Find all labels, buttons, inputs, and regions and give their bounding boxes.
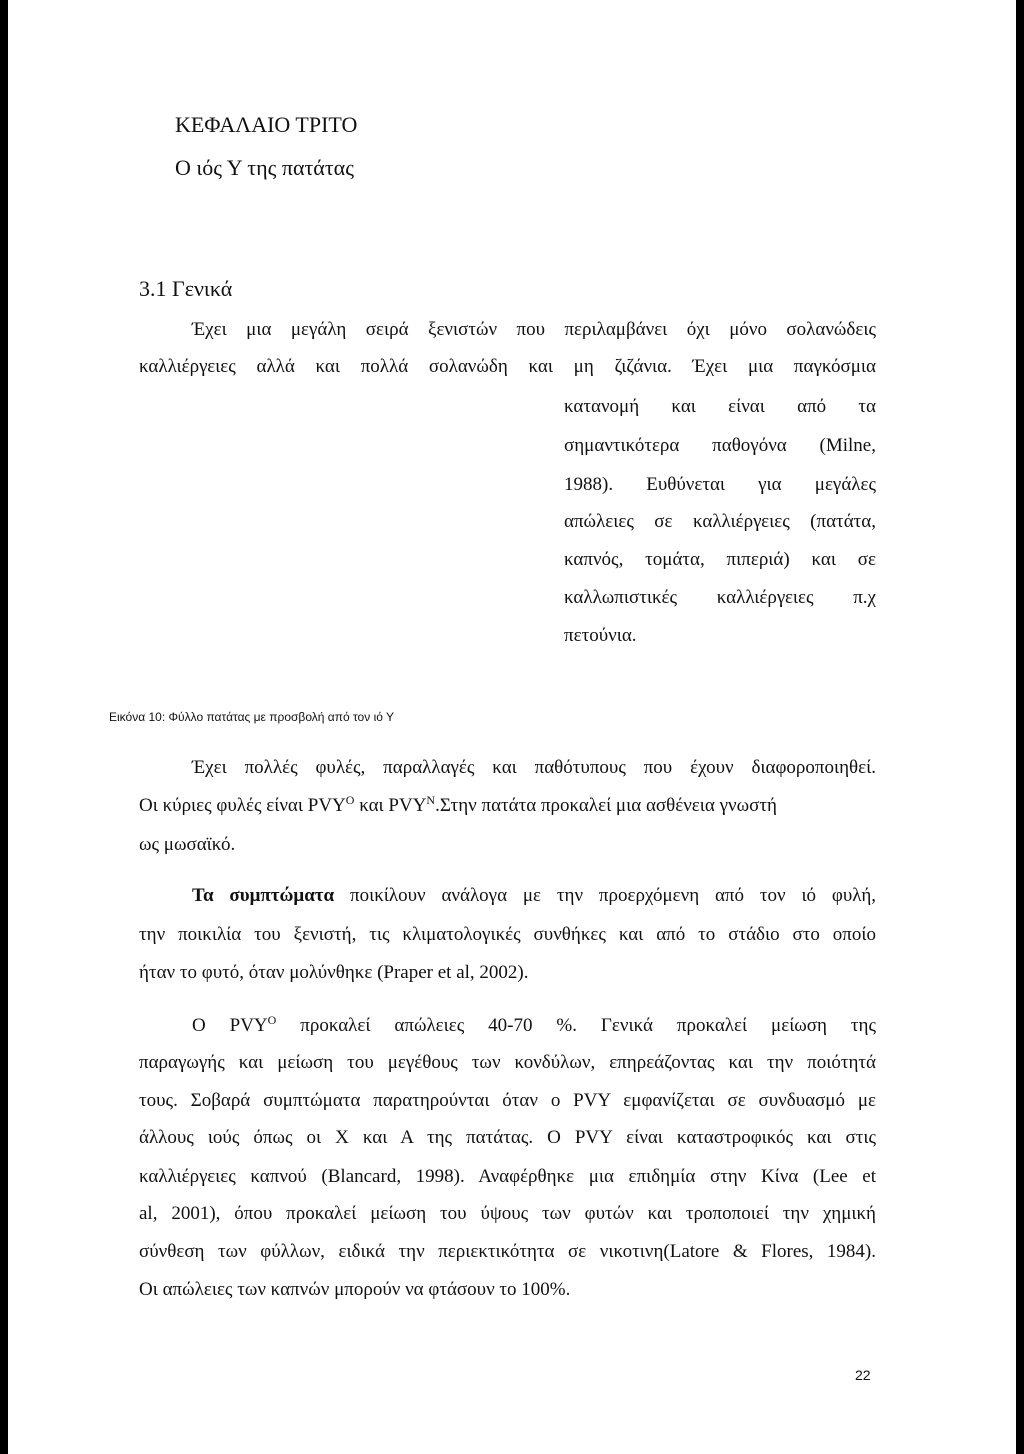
losses-line-1 [192, 1015, 876, 1037]
intro-line-7: καπνός, τομάτα, πιπεριά) και σε [564, 549, 876, 570]
intro-line-3: κατανομή και είναι από τα [564, 396, 876, 417]
figure-caption: Εικόνα 10: Φύλλο πατάτας με προσβολή από τον ιό Υ [109, 710, 395, 724]
intro-line-1: Έχει μια μεγάλη σειρά ξενιστών που περιλαμβάνει όχι μόνο σολανώδεις [192, 319, 876, 340]
losses-line-6: al, 2001), όπου προκαλεί μείωση του ύψους των φυτών και τροποποιεί την χημική [139, 1203, 876, 1224]
losses-line-2: παραγωγής και μείωση του μεγέθους των κονδύλων, επηρεάζοντας και την ποιότητά [139, 1052, 876, 1073]
intro-line-4: σημαντικότερα παθογόνα (Milne, [564, 435, 876, 456]
chapter-title: ΚΕΦΑΛΑΙΟ ΤΡΙΤΟ [175, 112, 358, 137]
strain-o-superscript: O [345, 793, 355, 807]
losses-line-1-rest: προκαλεί απώλειες 40-70 %. Γενικά προκαλεί μείωση της [276, 1015, 876, 1036]
losses-line-1-start: Ο PVY [192, 1015, 268, 1036]
losses-line-5: καλλιέργειες καπνού (Blancard, 1998). Αναφέρθηκε μια επιδημία στην Κίνα (Lee et [139, 1166, 876, 1187]
strains-line-1: Έχει πολλές φυλές, παραλλαγές και παθότυπους που έχουν διαφοροποιηθεί. [192, 757, 876, 778]
losses-line-7: σύνθεση των φύλλων, ειδικά την περιεκτικότητα σε νικοτινη(Latore & Flores, 1984). [139, 1241, 876, 1262]
symptoms-line-3: ήταν το φυτό, όταν μολύνθηκε (Praper et al, 2002). [139, 962, 529, 983]
strains-line-3: ως μωσαϊκό. [139, 834, 236, 855]
losses-line-4: άλλους ιούς όπως οι Χ και Α της πατάτας. Ο PVY είναι καταστροφικός και στις [139, 1127, 876, 1148]
strains-line-2-end: .Στην πατάτα προκαλεί μια ασθένεια γνωστή [435, 795, 777, 816]
intro-line-8: καλλωπιστικές καλλιέργειες π.χ [564, 587, 876, 608]
losses-strain-o-superscript: O [267, 1013, 277, 1027]
losses-line-3: τους. Σοβαρά συμπτώματα παρατηρούνται όταν ο PVY εμφανίζεται σε συνδυασμό με [139, 1090, 876, 1111]
document-page [8, 0, 1016, 1454]
symptoms-bold-term: Τα συμπτώματα [192, 885, 335, 906]
intro-line-2: καλλιέργειες αλλά και πολλά σολανώδη και μη ζιζάνια. Έχει μια παγκόσμια [139, 356, 876, 377]
intro-line-9: πετούνια. [564, 625, 637, 646]
intro-line-6: απώλειες σε καλλιέργειες (πατάτα, [564, 511, 876, 532]
losses-line-8: Οι απώλειες των καπνών μπορούν να φτάσουν το 100%. [139, 1279, 571, 1300]
section-heading: 3.1 Γενικά [139, 276, 233, 301]
symptoms-line-1-rest: ποικίλουν ανάλογα με την προερχόμενη από τον ιό φυλή, [334, 885, 877, 906]
page-number: 22 [855, 1367, 871, 1383]
strains-line-2 [139, 795, 777, 817]
strains-line-2-and: και PVY [354, 795, 427, 816]
symptoms-line-2: την ποικιλία του ξενιστή, τις κλιματολογικές συνθήκες και από το στάδιο στο οποίο [139, 924, 876, 945]
symptoms-line-1 [192, 885, 876, 907]
chapter-subtitle: Ο ιός Υ της πατάτας [175, 155, 354, 180]
intro-line-5: 1988). Ευθύνεται για μεγάλες [564, 474, 876, 495]
strain-n-superscript: N [426, 793, 436, 807]
strains-line-2-start: Οι κύριες φυλές είναι PVY [139, 795, 346, 816]
